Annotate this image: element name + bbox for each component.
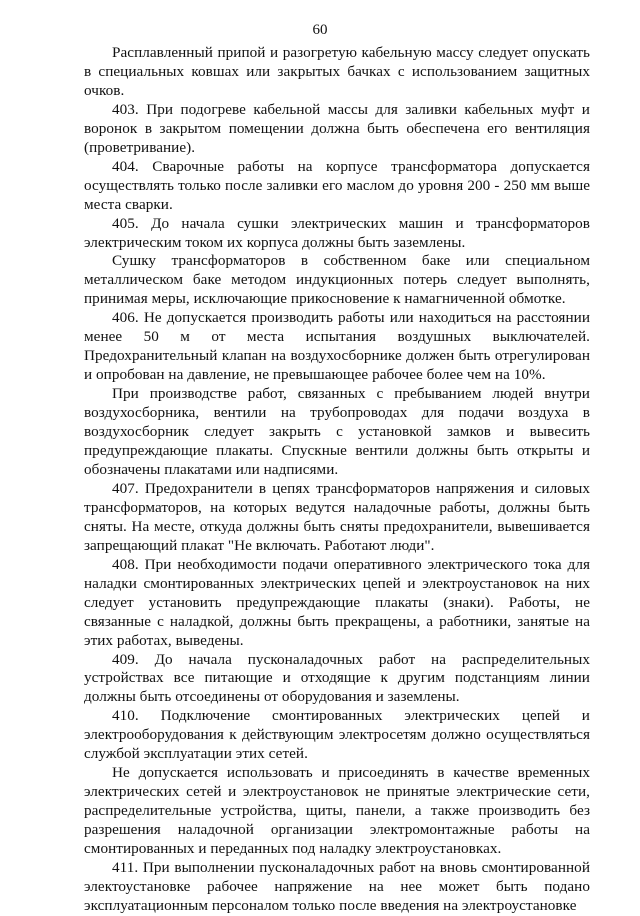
paragraph-408: 408. При необходимости подачи оперативного электрического тока для наладки смонтированных электрических цепей и электроустановок на них следует установить предупреждающие плакаты (знаки). Работы, не связанные с наладкой, должны быть прекращены, а работники, занятые на этих работах, выведены. bbox=[84, 555, 590, 649]
paragraph-410: 410. Подключение смонтированных электрических цепей и электрооборудования к действующим электросетям должно осуществляться службой эксплуатации этих сетей. bbox=[84, 707, 590, 763]
paragraph-406: 406. Не допускается производить работы или находиться на расстоянии менее 50 м от места испытания воздушных выключателей. Предохранительный клапан на воздухосборнике должен быть отрегулирован и опробован на давление, не превышающее рабочее более чем на 10%. bbox=[84, 309, 590, 384]
paragraph-404: 404. Сварочные работы на корпусе трансформатора допускается осуществлять только после заливки его маслом до уровня 200 - 250 мм выше места сварки. bbox=[84, 157, 590, 213]
body-text bbox=[84, 44, 590, 916]
paragraph-409: 409. До начала пусконаладочных работ на распределительных устройствах все питающие и отходящие к другим подстанциям линии должны быть отсоединены от оборудования и заземлены. bbox=[84, 650, 590, 706]
paragraph-temporary-networks: Не допускается использовать и присоединять в качестве временных электрических сетей и электроустановок не принятые электрические сети, распределительные устройства, щиты, панели, а также производить без разрешения наладочной организации электромонтажные работы на смонтированных и переданных под наладку электроустановках. bbox=[84, 764, 590, 858]
paragraph-407: 407. Предохранители в цепях трансформаторов напряжения и силовых трансформаторов, на которых ведутся наладочные работы, должны быть сняты. На месте, откуда должны быть сняты предохранители, вывешивается запрещающий плакат "Не включать. Работают люди". bbox=[84, 479, 590, 554]
paragraph-405: 405. До начала сушки электрических машин и трансформаторов электрическим током их корпуса должны быть заземлены. bbox=[84, 214, 590, 251]
paragraph-411: 411. При выполнении пусконаладочных работ на вновь смонтированной электоустановке рабочее напряжение на нее может быть подано эксплуатационным персоналом только после введения на электроустановке bbox=[84, 858, 590, 914]
paragraph-403: 403. При подогреве кабельной массы для заливки кабельных муфт и воронок в закрытом помещении должна быть обеспечена его вентиляция (проветривание). bbox=[84, 100, 590, 156]
paragraph-molten-solder: Расплавленный припой и разогретую кабельную массу следует опускать в специальных ковшах или закрытых бачках с использованием защитных очков. bbox=[84, 44, 590, 99]
paragraph-air-receiver-work: При производстве работ, связанных с пребыванием людей внутри воздухосборника, вентили на трубопроводах для подачи воздуха в воздухосборник следует закрыть с установкой замков и вывесить предупреждающие плакаты. Спускные вентили должны быть открыты и обозначены плакатами или надписями. bbox=[84, 385, 590, 478]
paragraph-transformer-drying: Сушку трансформаторов в собственном баке или специальном металлическом баке методом индукционных потерь следует выполнять, принимая меры, исключающие прикосновение к намагниченной обмотке. bbox=[84, 252, 590, 308]
page-number: 60 bbox=[312, 22, 328, 38]
